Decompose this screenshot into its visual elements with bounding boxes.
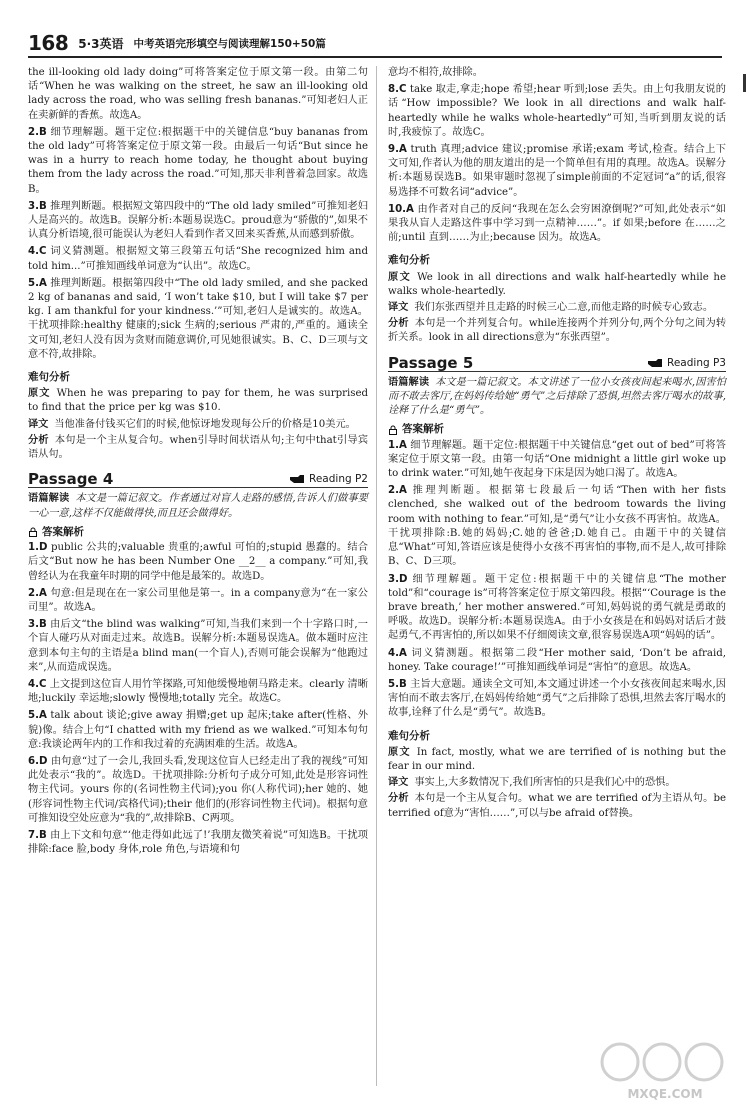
passage-4-header xyxy=(28,472,368,488)
answer-item: 6.D 由句意“过了一会儿,我回头看,发现这位盲人已经走出了我的视线”可知此处表示“我的”。故选D。干扰项排除:分析句子成分可知,此处是形容词性物主代词。yours 你的(名词性物主代词);you 你(人称代词);her 她的、她(形容词性物主代词/宾格代词);their 他们的(形容词性物主代词)。根据句意可推知设空处应意为“我的”,故排除B、C两项。 xyxy=(28,755,368,824)
watermark-text: MXQE.COM xyxy=(627,1087,703,1101)
header-rule xyxy=(28,56,722,58)
brand-label: 5·3英语 xyxy=(78,37,124,51)
answer-item: 3.D 细节理解题。题干定位:根据题干中的关键信息“The mother told”和“courage is”可将答案定位于原文第四段。根据“‘Courage is the brave breath,’ her mother answered.”可知,妈妈说的勇气就是勇敢的呼吸。故选D。误解分析:本题易误选A。由于小女孩是在和妈妈对话后才鼓起勇气,不再害怕的,所以如果不仔细阅读文章,很容易误选A项“妈妈的话”。 xyxy=(388,573,726,642)
p3-continued-text: the ill-looking old lady doing”可将答案定位于原文第一段。由第二句话“When he was walking on the street, he saw an ill-looking old lady across the road, who was selling fresh bananas.”可知老妇人正在卖新鲜的香蕉。故选A。 xyxy=(28,67,368,121)
answer-item: 4.C 词义猜测题。根据短文第三段第五句话“She recognized him and told him...”可推知画线单词意为“认出”。故选C。 xyxy=(28,246,368,272)
pointing-hand-icon xyxy=(289,474,305,484)
answer-item: 5.A talk about 谈论;give away 捐赠;get up 起床;take after(性格、外貌)像。结合上句“I chatted with my friend as we walked.”可知本句句意:我谈论两年内的工作和我过着的充满困难的生活。故选A。 xyxy=(28,710,368,750)
passage-5-header xyxy=(388,353,726,372)
answer-item: 8.C take 取走,拿走;hope 希望;hear 听到;lose 丢失。由上句我朋友说的话“How impossible? We look in all directions and walk half-heartedly while he walks whole-heartedly”可知,当听到朋友说的话时,我疲惊了。故选C。 xyxy=(388,84,726,138)
book-title: 中考英语完形填空与阅读理解150+50篇 xyxy=(133,38,326,50)
column-divider xyxy=(376,66,377,1086)
answer-item: 3.B 推理判断题。根据短文第四段中的“The old lady smiled”可推知老妇人是高兴的。故选B。误解分析:本题易误选C。proud意为“骄傲的”,如果不认真分析语境,很可能误认为老妇人看到作者又回来买香蕉,从而感到骄傲。 xyxy=(28,200,368,241)
lock-icon xyxy=(28,527,38,537)
p3-answer-list xyxy=(28,126,368,362)
answer-item: 1.A 细节理解题。题干定位:根据题干中关键信息“get out of bed”可将答案定位于原文第一段。由第一句话“One midnight a little girl woke up to drink water.”可知,她午夜起身下床是因为她口渴了。故选A。 xyxy=(388,439,726,480)
answer-section-header: 答案解析 xyxy=(388,422,726,436)
p5-answer-list xyxy=(388,439,726,721)
sentence-analysis-title: 难句分析 xyxy=(28,371,70,384)
answer-item: 4.A 词义猜测题。根据第二段“Her mother said, ‘Don’t be afraid, honey. Take courage!’”可推知画线单词是“害怕”的意思。故选A。 xyxy=(388,647,726,673)
p4-continued-text: 意均不相符,故排除。 xyxy=(388,67,483,78)
p4-answer-list-continued xyxy=(388,83,726,245)
passage-title: Passage 5 xyxy=(388,353,474,372)
original-sentence: 原文 We look in all directions and walk half-heartedly while he walks whole-heartedly. xyxy=(388,271,727,297)
passage-intro: 语篇解读 本文是一篇记叙文。本文讲述了一位小女孩夜间起来喝水,因害怕而不敢去客厅,在妈妈传给她“勇气”之后排除了恐惧,坦然去客厅喝水的故事,诠释了什么是“勇气”。 xyxy=(388,376,726,417)
edge-mark xyxy=(743,74,746,92)
original-sentence: 原文 In fact, mostly, what we are terrified of is nothing but the fear in our mind. xyxy=(388,746,727,772)
answer-item: 1.D public 公共的;valuable 贵重的;awful 可怕的;stupid 愚蠢的。结合后文“But now he has been Number One __2__ a company.”可知,我曾经认为在我童年时期的同学中他是最笨的。故选D。 xyxy=(28,542,368,582)
answer-item: 9.A truth 真理;advice 建议;promise 承诺;exam 考试,检查。结合上下文可知,作者认为他的朋友道出的是一个简单但有用的真理。故选A。误解分析:本题易误选B。如果审题时忽视了simple前面的不定冠词“a”的话,很容易选择不可数名词“advice”。 xyxy=(388,144,726,198)
answer-item: 2.B 细节理解题。题干定位:根据题干中的关键信息“buy bananas from the old lady”可将答案定位于原文第一段。由最后一句话“But since he was in a hurry to reach home today, he thought about buying them from the lady across the road.”可知,那天非利普着急回家。故选B。 xyxy=(28,126,368,195)
analysis: 分析 本句是一个并列复合句。while连接两个并列分句,两个分句之间为转折关系。look in all directions意为“东张西望”。 xyxy=(388,318,727,344)
original-sentence: 原文 When he was preparing to pay for them, he was surprised to find that the price per kg was $10. xyxy=(28,388,369,414)
answer-item: 10.A 由作者对自己的反问“我现在怎么会穷困潦倒呢?”可知,此处表示“如果我从盲人走路这件事中学习到一点精神……”。if 如果;before 在……之前;until 直到……为止;because 因为。故选A。 xyxy=(388,203,726,244)
answer-item: 2.A 句意:但是现在在一家公司里他是第一。in a company意为“在一家公司里”。故选A。 xyxy=(28,587,368,613)
analysis: 分析 本句是一个主从复合句。what we are terrified of为主语从句。be terrified of意为“害怕……”,可以与be afraid of替换。 xyxy=(388,793,727,819)
sentence-analysis-title: 难句分析 xyxy=(388,729,430,742)
passage-title: Passage 4 xyxy=(28,470,114,489)
answer-item: 4.C 上文提到这位盲人用竹竿探路,可知他缓慢地朝马路走来。clearly 清晰地;luckily 幸运地;slowly 慢慢地;totally 完全。故选C。 xyxy=(28,678,368,705)
answer-item: 2.A 推理判断题。根据第七段最后一句话“Then with her fists clenched, she walked out of the bedroom towards the living room with nothing to fear.”可知,是“勇气”让小女孩不再害怕。故选A。干扰项排除:B.她的妈妈;C.她的爸爸;D.她自己。由题干中的关键信息“What”可知,答语应该是使得小女孩不再害怕的事物,而不是人,故可排除B、C、D三项。 xyxy=(388,485,726,568)
reading-page-link[interactable]: Reading P2 xyxy=(289,472,368,486)
answer-section-header: 答案解析 xyxy=(28,525,368,539)
pointing-hand-icon xyxy=(647,358,663,368)
answer-item: 7.B 由上下文和句意“‘他走得如此远了!’我朋友微笑着说”可知选B。干扰项排除:face 脸,body 身体,role 角色,与语境和句 xyxy=(28,829,368,856)
analysis: 分析 本句是一个主从复合句。when引导时间状语从句;主句中that引导宾语从句。 xyxy=(28,434,369,461)
right-column xyxy=(388,66,726,823)
answer-item: 3.B 由后文“the blind was walking”可知,当我们来到一个十字路口时,一个盲人碰巧从对面走过来。故选B。误解分析:本题易误选A。做本题时应注意到本句主句的主语是a blind man(一个盲人),否则可能会误解为“他跑过来”,从而造成误选。 xyxy=(28,619,368,673)
translation: 译文 我们东张西望并且走路的时候三心二意,而他走路的时候专心致志。 xyxy=(388,302,714,314)
page-header xyxy=(28,28,722,54)
passage-intro: 语篇解读 本文是一篇记叙文。作者通过对盲人走路的感悟,告诉人们做事要一心一意,这样不仅能做得快,而且还会做得好。 xyxy=(28,493,368,519)
left-column xyxy=(28,66,368,860)
translation: 译文 事实上,大多数情况下,我们所害怕的只是我们心中的恐惧。 xyxy=(388,777,676,789)
site-watermark xyxy=(590,1034,740,1104)
sentence-analysis-title: 难句分析 xyxy=(388,254,430,267)
page-number: 168 xyxy=(28,31,69,55)
lock-icon xyxy=(388,425,398,435)
answer-item: 5.A 推理判断题。根据第四段中“The old lady smiled, and she packed 2 kg of bananas and said, ‘I won’t take $10, but I will take $7 per kg. I am thankful for your kindness.’”可知,老妇人是诚实的。故选A。干扰项排除:healthy 健康的;sick 生病的;serious 严肃的,严重的。通读全文可知,老妇人没有因为贪财而随意调价,可见她很诚实。B、C、D三项与文意不符,故排除。 xyxy=(28,277,368,360)
answer-item: 5.B 主旨大意题。通读全文可知,本文通过讲述一个小女孩夜间起来喝水,因害怕而不敢去客厅,在妈妈传给她“勇气”之后排除了恐惧,坦然去客厅喝水的故事,诠释了什么是“勇气”。故选B。 xyxy=(388,678,726,719)
reading-page-link[interactable]: Reading P3 xyxy=(647,356,726,370)
p4-answer-list xyxy=(28,541,368,857)
translation: 译文 当他准备付钱买它们的时候,他惊讶地发现每公斤的价格是10美元。 xyxy=(28,418,356,430)
